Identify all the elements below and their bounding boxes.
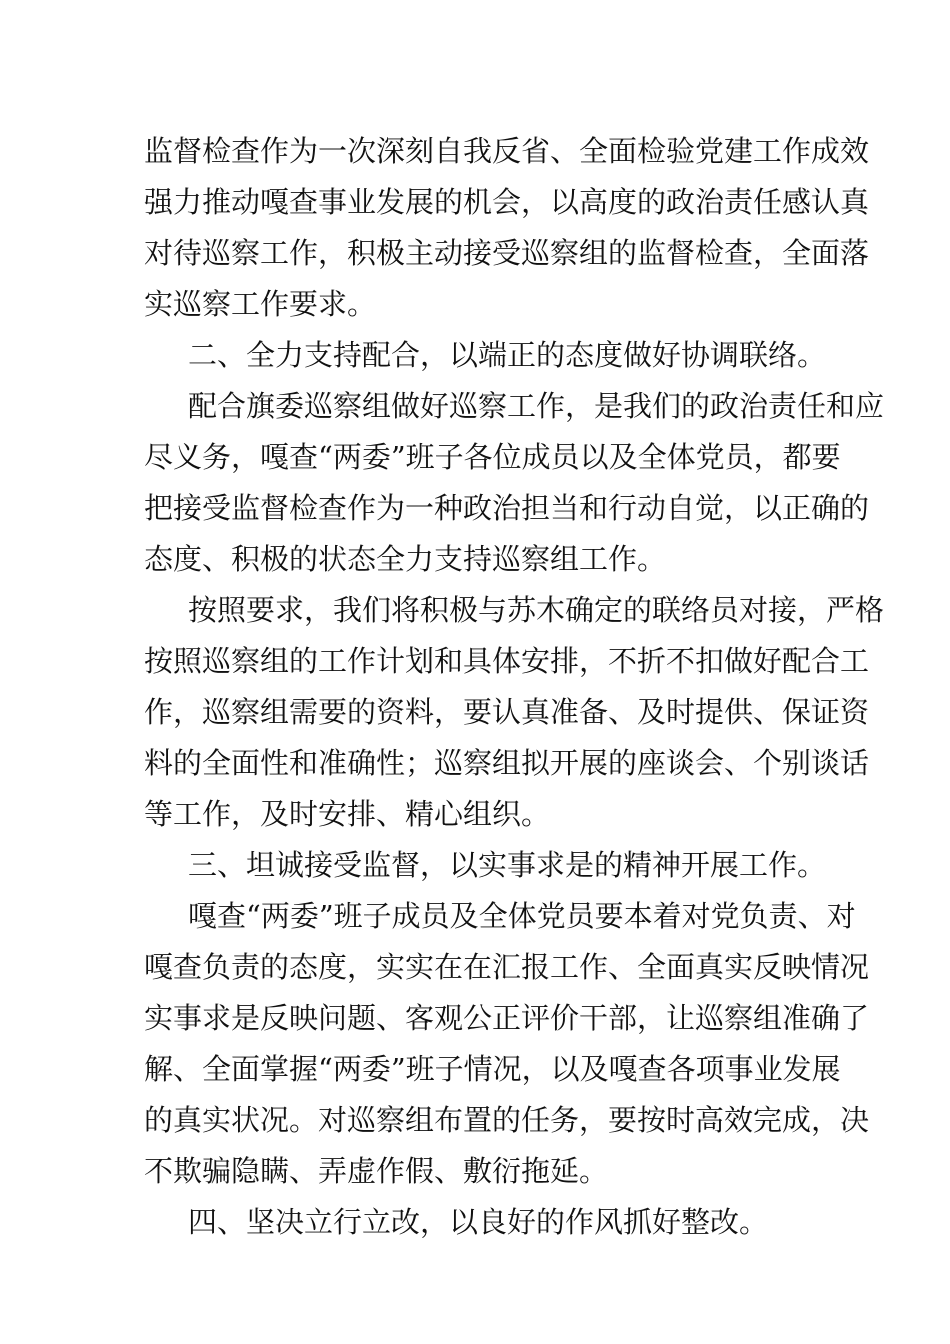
text-line: 按照要求，我们将积极与苏木确定的联络员对接，严格 — [188, 593, 885, 627]
text-line: 按照巡察组的工作计划和具体安排，不折不扣做好配合工 — [144, 644, 870, 678]
section-heading: 二、全力支持配合，以端正的态度做好协调联络。 — [188, 338, 827, 372]
section-heading: 三、坦诚接受监督，以实事求是的精神开展工作。 — [188, 848, 827, 882]
text-line: 态度、积极的状态全力支持巡察组工作。 — [144, 542, 667, 576]
text-line: 解、全面掌握“两委”班子情况，以及嘎查各项事业发展 — [144, 1052, 841, 1086]
text-line: 等工作，及时安排、精心组织。 — [144, 797, 551, 831]
section-heading: 四、坚决立行立改，以良好的作风抓好整改。 — [188, 1205, 769, 1239]
text-line: 嘎查“两委”班子成员及全体党员要本着对党负责、对 — [188, 899, 856, 933]
text-line: 强力推动嘎查事业发展的机会，以高度的政治责任感认真 — [144, 185, 870, 219]
text-line: 对待巡察工作，积极主动接受巡察组的监督检查，全面落 — [144, 236, 870, 270]
text-line: 不欺骗隐瞒、弄虚作假、敷衍拖延。 — [144, 1154, 609, 1188]
text-line: 尽义务，嘎查“两委”班子各位成员以及全体党员，都要 — [144, 440, 841, 474]
text-line: 把接受监督检查作为一种政治担当和行动自觉，以正确的 — [144, 491, 870, 525]
text-line: 料的全面性和准确性；巡察组拟开展的座谈会、个别谈话 — [144, 746, 870, 780]
text-line: 实巡察工作要求。 — [144, 287, 377, 321]
text-line: 实事求是反映问题、客观公正评价干部，让巡察组准确了 — [144, 1001, 870, 1035]
text-line: 的真实状况。对巡察组布置的任务，要按时高效完成，决 — [144, 1103, 870, 1137]
document-body — [144, 126, 885, 1248]
text-line: 作，巡察组需要的资料，要认真准备、及时提供、保证资 — [144, 695, 870, 729]
text-line: 配合旗委巡察组做好巡察工作，是我们的政治责任和应 — [188, 389, 885, 423]
text-line: 监督检查作为一次深刻自我反省、全面检验党建工作成效 — [144, 134, 870, 168]
text-line: 嘎查负责的态度，实实在在汇报工作、全面真实反映情况 — [144, 950, 870, 984]
